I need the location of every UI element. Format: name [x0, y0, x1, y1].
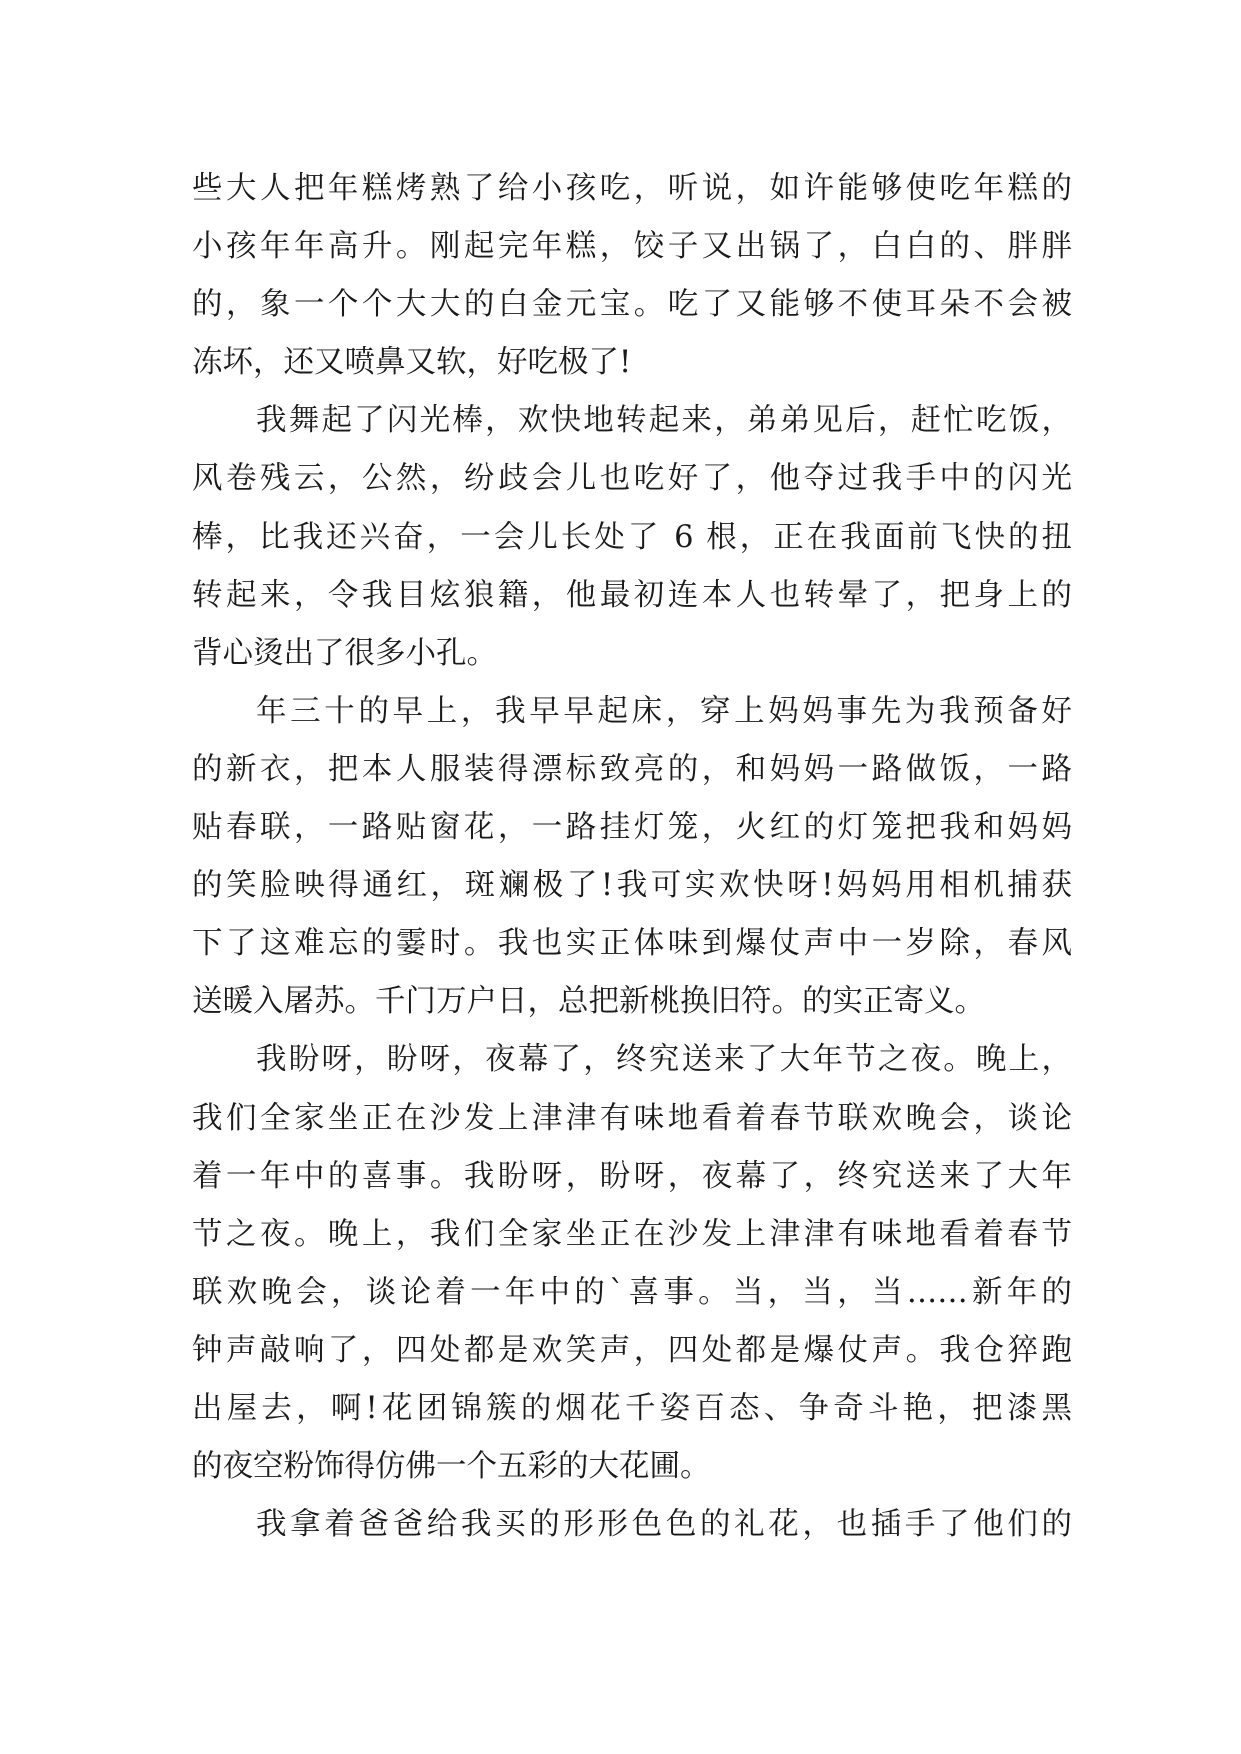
text-line: 我盼呀，盼呀，夜幕了，终究送来了大年节之夜。晚上，: [256, 1042, 1072, 1078]
paragraph: [192, 392, 1072, 682]
text-line: 下了这难忘的霎时。我也实正体味到爆仗声中一岁除，春风: [192, 926, 1072, 962]
text-line: 联欢晚会，谈论着一年中的`喜事。当，当，当……新年的: [192, 1274, 1072, 1310]
text-line: 冻坏，还又喷鼻又软，好吃极了!: [192, 345, 632, 381]
text-line: 小孩年年高升。刚起完年糕，饺子又出锅了，白白的、胖胖: [192, 229, 1072, 265]
text-line: 的夜空粉饰得仿佛一个五彩的大花圃。: [192, 1449, 711, 1485]
text-line: 背心烫出了很多小孔。: [192, 635, 497, 671]
text-line: 我们全家坐正在沙发上津津有味地看着春节联欢晚会，谈论: [192, 1100, 1072, 1136]
text-line: 转起来，令我目炫狼籍，他最初连本人也转晕了，把身上的: [192, 577, 1072, 613]
text-line: 的，象一个个大大的白金元宝。吃了又能够不使耳朵不会被: [192, 287, 1072, 323]
text-line: 我拿着爸爸给我买的形形色色的礼花，也插手了他们的: [256, 1507, 1072, 1543]
text-line: 风卷残云，公然，纷歧会儿也吃好了，他夺过我手中的闪光: [192, 461, 1072, 497]
paragraph: [192, 160, 1072, 392]
text-line: 我舞起了闪光棒，欢快地转起来，弟弟见后，赶忙吃饭，: [256, 403, 1072, 439]
text-line: 年三十的早上，我早早起床，穿上妈妈事先为我预备好: [256, 693, 1072, 729]
document-body: [192, 160, 1072, 1554]
text-line: 节之夜。晚上，我们全家坐正在沙发上津津有味地看着春节: [192, 1216, 1072, 1252]
text-line: 贴春联，一路贴窗花，一路挂灯笼，火红的灯笼把我和妈妈: [192, 810, 1072, 846]
text-line: 棒，比我还兴奋，一会儿长处了 6 根，正在我面前飞快的扭: [192, 519, 1072, 555]
text-line: 钟声敲响了，四处都是欢笑声，四处都是爆仗声。我仓猝跑: [192, 1332, 1072, 1368]
paragraph: [192, 1496, 1072, 1554]
text-line: 的笑脸映得通红，斑斓极了!我可实欢快呀!妈妈用相机捕获: [192, 868, 1072, 904]
text-line: 着一年中的喜事。我盼呀，盼呀，夜幕了，终究送来了大年: [192, 1158, 1072, 1194]
paragraph: [192, 683, 1072, 1032]
text-line: 些大人把年糕烤熟了给小孩吃，听说，如许能够使吃年糕的: [192, 171, 1072, 206]
text-line: 出屋去，啊!花团锦簇的烟花千姿百态、争奇斗艳，把漆黑: [192, 1390, 1072, 1426]
text-line: 送暖入屠苏。千门万户日，总把新桃换旧符。的实正寄义。: [192, 984, 985, 1020]
paragraph: [192, 1031, 1072, 1496]
text-line: 的新衣，把本人服装得漂标致亮的，和妈妈一路做饭，一路: [192, 751, 1072, 787]
